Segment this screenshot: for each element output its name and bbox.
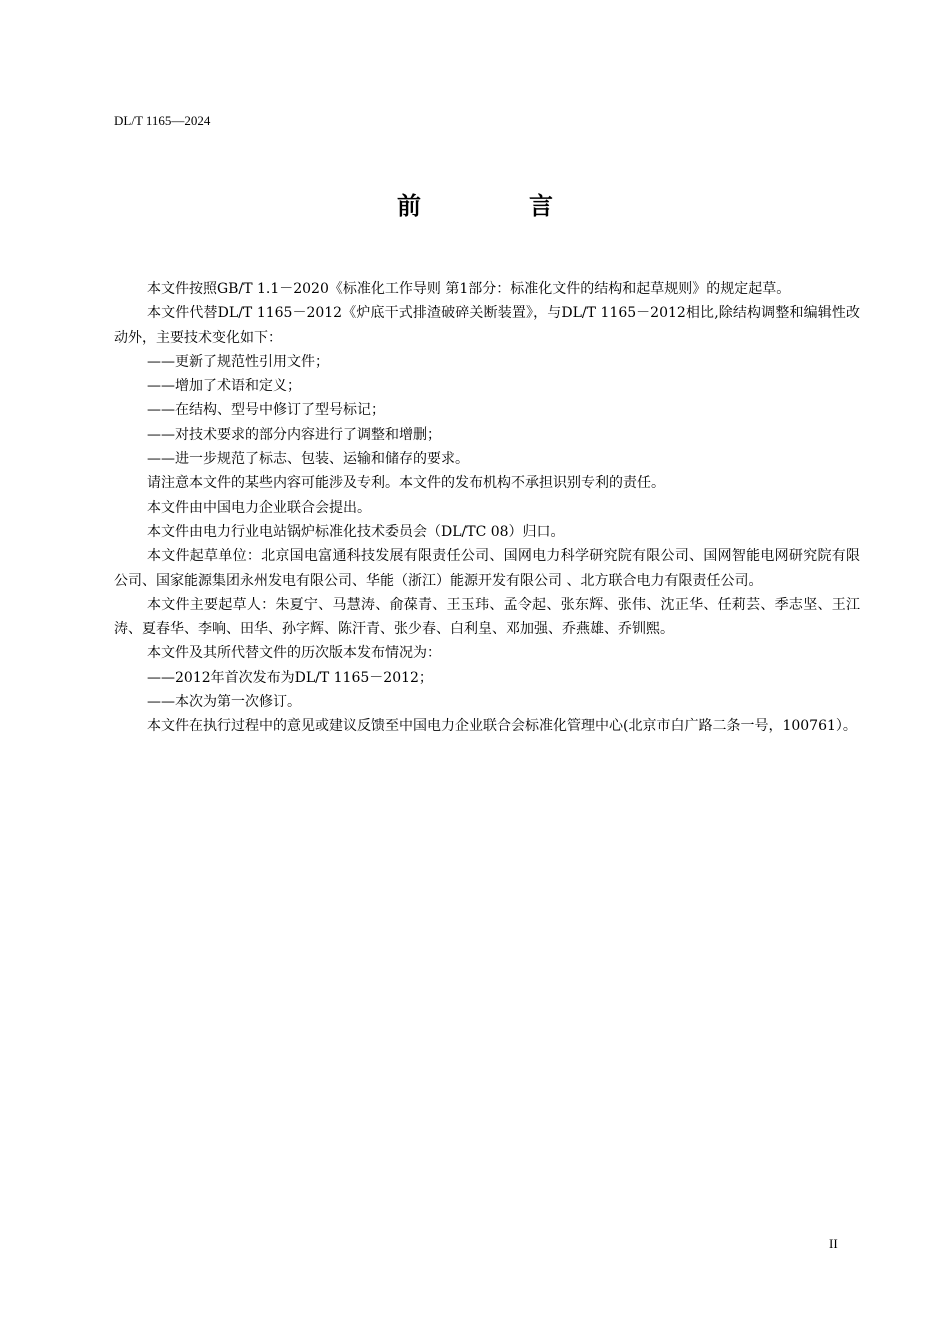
- change-item: ——更新了规范性引用文件；: [147, 353, 329, 370]
- paragraph-patent-notice: 请注意本文件的某些内容可能涉及专利。本文件的发布机构不承担识别专利的责任。: [147, 475, 665, 492]
- change-item: ——对技术要求的部分内容进行了调整和增删；: [147, 426, 441, 443]
- version-item: ——本次为第一次修订。: [147, 694, 301, 711]
- paragraph-drafting-basis: 本文件按照GB/T 1.1－2020《标准化工作导则 第1部分：标准化文件的结构和起草规则》的规定起草。: [147, 281, 791, 297]
- page-number: II: [829, 1236, 838, 1251]
- paragraph-proposer: 本文件由中国电力企业联合会提出。: [147, 499, 371, 516]
- page-title: 前 言: [397, 192, 595, 220]
- foreword-body: [114, 277, 860, 739]
- paragraph-drafting-units: 本文件起草单位：北京国电富通科技发展有限责任公司、国网电力科学研究院有限公司、国网智能电网研究院有限公司、国家能源集团永州发电有限公司、华能（浙江）能源开发有限公司 、北方联合电力有限责任公司。: [114, 548, 860, 589]
- version-item: ——2012年首次发布为DL/T 1165－2012；: [147, 669, 433, 686]
- change-item: ——进一步规范了标志、包装、运输和储存的要求。: [147, 451, 469, 468]
- paragraph-feedback: 本文件在执行过程中的意见或建议反馈至中国电力企业联合会标准化管理中心(北京市白广路二条一号，100761）。: [147, 718, 857, 735]
- paragraph-replacement: 本文件代替DL/T 1165－2012《炉底干式排渣破碎关断装置》，与DL/T 1165－2012相比,除结构调整和编辑性改动外，主要技术变化如下：: [114, 305, 860, 346]
- document-code: DL/T 1165—2024: [114, 113, 211, 128]
- paragraph-drafters: 本文件主要起草人：朱夏宁、马慧涛、俞葆青、王玉玮、孟令起、张东辉、张伟、沈正华、任莉芸、季志坚、王江涛、夏春华、李响、田华、孙字辉、陈汗青、张少春、白利皇、邓加强、乔燕雄、乔钏熙。: [114, 596, 860, 638]
- change-item: ——在结构、型号中修订了型号标记；: [147, 402, 385, 419]
- change-item: ——增加了术语和定义；: [147, 378, 301, 395]
- paragraph-committee: 本文件由电力行业电站锅炉标准化技术委员会（DL/TC 08）归口。: [147, 523, 565, 540]
- paragraph-version-history: 本文件及其所代替文件的历次版本发布情况为：: [147, 645, 441, 662]
